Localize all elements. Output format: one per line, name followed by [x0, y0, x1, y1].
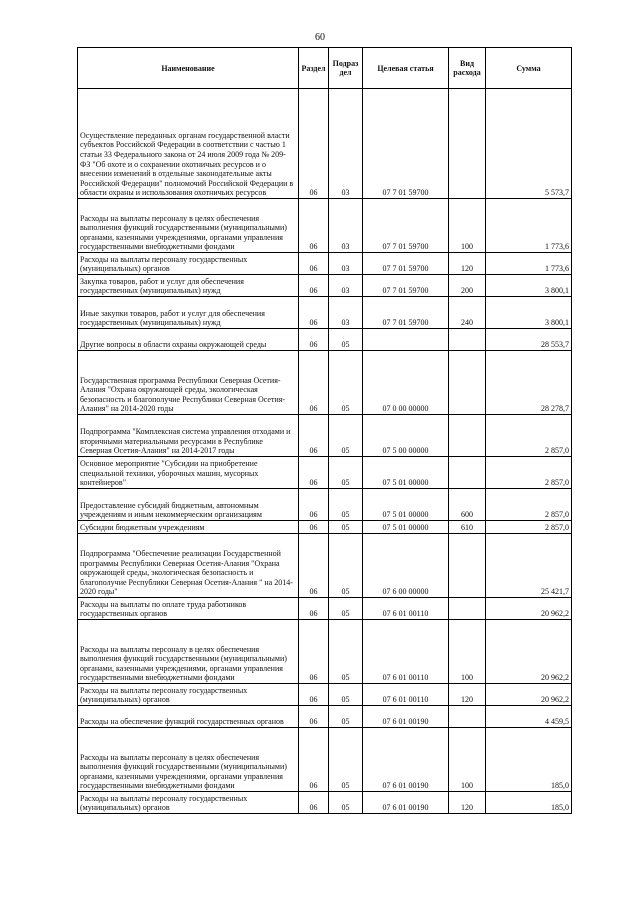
- cell-sum: 2 857,0: [486, 415, 572, 457]
- cell-expense-type: 600: [449, 489, 486, 521]
- cell-sum: 2 857,0: [486, 521, 572, 534]
- cell-subsection: 05: [329, 351, 363, 415]
- table-row: [78, 620, 572, 684]
- page-number: 60: [315, 32, 325, 43]
- cell-expense-type: 610: [449, 521, 486, 534]
- cell-target: 07 0 00 00000: [363, 351, 449, 415]
- header-subsection: Подраз дел: [329, 48, 363, 89]
- cell-sum: 3 800,1: [486, 297, 572, 329]
- cell-target: 07 6 01 00190: [363, 728, 449, 792]
- cell-name: Расходы на выплаты персоналу государственных (муниципальных) органов: [78, 253, 299, 275]
- cell-sum: 185,0: [486, 792, 572, 814]
- table-row: [78, 253, 572, 275]
- table-row: [78, 457, 572, 489]
- cell-section: 06: [299, 684, 329, 706]
- table-row: [78, 598, 572, 620]
- cell-expense-type: 100: [449, 620, 486, 684]
- cell-sum: 1 773,6: [486, 253, 572, 275]
- cell-subsection: 05: [329, 457, 363, 489]
- cell-sum: 185,0: [486, 728, 572, 792]
- table-row: [78, 706, 572, 728]
- cell-sum: 2 857,0: [486, 457, 572, 489]
- cell-name: Предоставление субсидий бюджетным, автономным учреждениям и иным некоммерческим организациям: [78, 489, 299, 521]
- cell-section: 06: [299, 457, 329, 489]
- cell-section: 06: [299, 706, 329, 728]
- cell-section: 06: [299, 792, 329, 814]
- cell-name: Подпрограмма "Комплексная система управления отходами и вторичными материальными ресурсами в Республике Северная Осетия-Алания" на 2014-2017 годы: [78, 415, 299, 457]
- table-row: [78, 275, 572, 297]
- cell-sum: 28 278,7: [486, 351, 572, 415]
- header-sum: Сумма: [486, 48, 572, 89]
- table-row: [78, 199, 572, 253]
- cell-target: [363, 329, 449, 351]
- cell-expense-type: [449, 415, 486, 457]
- cell-section: 06: [299, 415, 329, 457]
- cell-subsection: 03: [329, 275, 363, 297]
- table-row: [78, 329, 572, 351]
- cell-target: 07 5 00 00000: [363, 415, 449, 457]
- cell-subsection: 05: [329, 620, 363, 684]
- cell-section: 06: [299, 521, 329, 534]
- budget-table: [77, 47, 572, 814]
- cell-expense-type: [449, 598, 486, 620]
- cell-sum: 4 459,5: [486, 706, 572, 728]
- cell-target: 07 6 01 00190: [363, 792, 449, 814]
- cell-subsection: 05: [329, 706, 363, 728]
- table-body: [78, 89, 572, 814]
- cell-name: Закупка товаров, работ и услуг для обеспечения государственных (муниципальных) нужд: [78, 275, 299, 297]
- cell-section: 06: [299, 534, 329, 598]
- cell-subsection: 05: [329, 415, 363, 457]
- cell-expense-type: 120: [449, 684, 486, 706]
- table-row: [78, 728, 572, 792]
- cell-target: 07 6 01 00110: [363, 598, 449, 620]
- cell-expense-type: 200: [449, 275, 486, 297]
- cell-subsection: 05: [329, 598, 363, 620]
- cell-sum: 2 857,0: [486, 489, 572, 521]
- cell-expense-type: 100: [449, 199, 486, 253]
- cell-subsection: 05: [329, 792, 363, 814]
- cell-target: 07 7 01 59700: [363, 275, 449, 297]
- table-row: [78, 521, 572, 534]
- cell-expense-type: 100: [449, 728, 486, 792]
- header-section: Раздел: [299, 48, 329, 89]
- table-row: [78, 489, 572, 521]
- header-target: Целевая статья: [363, 48, 449, 89]
- table-header: [78, 48, 572, 89]
- cell-section: 06: [299, 89, 329, 199]
- cell-section: 06: [299, 489, 329, 521]
- cell-expense-type: [449, 89, 486, 199]
- table-row: [78, 351, 572, 415]
- cell-expense-type: [449, 457, 486, 489]
- cell-expense-type: [449, 329, 486, 351]
- cell-sum: 25 421,7: [486, 534, 572, 598]
- cell-section: 06: [299, 329, 329, 351]
- cell-target: 07 7 01 59700: [363, 297, 449, 329]
- cell-name: Расходы на выплаты персоналу государственных (муниципальных) органов: [78, 792, 299, 814]
- cell-name: Иные закупки товаров, работ и услуг для обеспечения государственных (муниципальных) нужд: [78, 297, 299, 329]
- table-row: [78, 684, 572, 706]
- cell-expense-type: 120: [449, 792, 486, 814]
- table-row: [78, 534, 572, 598]
- cell-target: 07 5 01 00000: [363, 489, 449, 521]
- table-row: [78, 89, 572, 199]
- cell-name: Расходы на выплаты персоналу в целях обеспечения выполнения функций государственными (муниципальными) органами, казенными учреждениями, органами управления государственными внебюджетными фондами: [78, 728, 299, 792]
- cell-subsection: 05: [329, 521, 363, 534]
- table-row: [78, 297, 572, 329]
- cell-section: 06: [299, 297, 329, 329]
- cell-section: 06: [299, 620, 329, 684]
- cell-subsection: 05: [329, 534, 363, 598]
- cell-target: 07 6 01 00110: [363, 620, 449, 684]
- cell-target: 07 6 00 00000: [363, 534, 449, 598]
- cell-subsection: 05: [329, 684, 363, 706]
- cell-expense-type: [449, 351, 486, 415]
- cell-sum: 1 773,6: [486, 199, 572, 253]
- cell-name: Осуществление переданных органам государственной власти субъектов Российской Федерации в соответствии с частью 1 статьи 33 Федерального закона от 24 июля 2009 года № 209-ФЗ "Об охоте и о сохранении охотничьих ресурсов и о внесении изменений в отдельные законодательные акты Российской Федерации" полномочий Российской Федерации в области охраны и использования охотничьих ресурсов: [78, 89, 299, 199]
- cell-expense-type: 120: [449, 253, 486, 275]
- cell-expense-type: [449, 706, 486, 728]
- cell-section: 06: [299, 253, 329, 275]
- cell-name: Субсидии бюджетным учреждениям: [78, 521, 299, 534]
- cell-expense-type: 240: [449, 297, 486, 329]
- table-row: [78, 415, 572, 457]
- cell-sum: 20 962,2: [486, 598, 572, 620]
- cell-sum: 3 800,1: [486, 275, 572, 297]
- cell-name: Расходы на выплаты персоналу в целях обеспечения выполнения функций государственными (муниципальными) органами, казенными учреждениями, органами управления государственными внебюджетными фондами: [78, 199, 299, 253]
- cell-section: 06: [299, 199, 329, 253]
- cell-expense-type: [449, 534, 486, 598]
- cell-target: 07 6 01 00110: [363, 684, 449, 706]
- header-name: Наименование: [78, 48, 299, 89]
- cell-target: 07 5 01 00000: [363, 521, 449, 534]
- cell-name: Расходы на выплаты персоналу в целях обеспечения выполнения функций государственными (муниципальными) органами, казенными учреждениями, органами управления государственными внебюджетными фондами: [78, 620, 299, 684]
- header-expense-type: Вид расхода: [449, 48, 486, 89]
- cell-subsection: 03: [329, 253, 363, 275]
- cell-subsection: 05: [329, 728, 363, 792]
- cell-name: Подпрограмма "Обеспечение реализации Государственной программы Республики Северная Осетия-Алания "Охрана окружающей среды, экологическая безопасность и благополучие Республики Северная Осетия-Алания " на 2014-2020 годы": [78, 534, 299, 598]
- cell-section: 06: [299, 275, 329, 297]
- cell-section: 06: [299, 351, 329, 415]
- cell-section: 06: [299, 598, 329, 620]
- cell-name: Государственная программа Республики Северная Осетия-Алания "Охрана окружающей среды, экологическая безопасность и благополучие Республики Северная Осетия-Алания" на 2014-2020 годы: [78, 351, 299, 415]
- cell-subsection: 03: [329, 89, 363, 199]
- cell-target: 07 7 01 59700: [363, 89, 449, 199]
- cell-target: 07 6 01 00190: [363, 706, 449, 728]
- cell-subsection: 05: [329, 329, 363, 351]
- cell-name: Расходы на выплаты персоналу государственных (муниципальных) органов: [78, 684, 299, 706]
- cell-target: 07 5 01 00000: [363, 457, 449, 489]
- table-row: [78, 792, 572, 814]
- cell-sum: 28 553,7: [486, 329, 572, 351]
- cell-target: 07 7 01 59700: [363, 253, 449, 275]
- cell-sum: 20 962,2: [486, 684, 572, 706]
- cell-subsection: 05: [329, 489, 363, 521]
- cell-target: 07 7 01 59700: [363, 199, 449, 253]
- cell-subsection: 03: [329, 297, 363, 329]
- cell-sum: 5 573,7: [486, 89, 572, 199]
- cell-name: Другие вопросы в области охраны окружающей среды: [78, 329, 299, 351]
- cell-subsection: 03: [329, 199, 363, 253]
- cell-sum: 20 962,2: [486, 620, 572, 684]
- cell-name: Расходы на обеспечение функций государственных органов: [78, 706, 299, 728]
- cell-section: 06: [299, 728, 329, 792]
- cell-name: Основное мероприятие "Субсидии на приобретение специальной техники, уборочных машин, мусорных контейнеров": [78, 457, 299, 489]
- cell-name: Расходы на выплаты по оплате труда работников государственных органов: [78, 598, 299, 620]
